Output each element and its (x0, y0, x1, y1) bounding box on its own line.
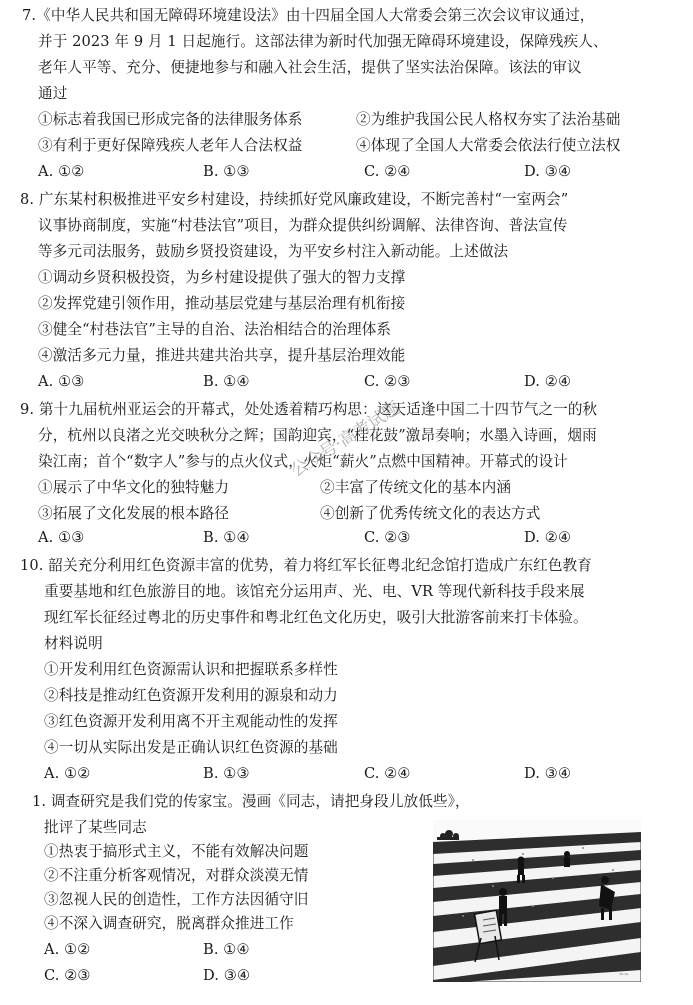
q11-item-2: ②不注重分析客观情况，对群众淡漠无情 (44, 867, 309, 884)
q8-choice-b: B. ①④ (203, 373, 250, 390)
q7-item-1: ①标志着我国已形成完备的法律服务体系 (38, 111, 303, 128)
q11-item-3: ③忽视人民的创造性，工作方法因循守旧 (44, 891, 309, 908)
q9-item-3: ③拓展了文化发展的根本路径 (38, 505, 230, 522)
q8-stem-line-1: 8. 广东某村积极推进平安乡村建设，持续抓好党风廉政建设，不断完善村“一室两会” (20, 191, 569, 208)
q8-item-4: ④激活多元力量，推进共建共治共享，提升基层治理效能 (38, 347, 406, 364)
q9-stem-line-1: 9. 第十九届杭州亚运会的开幕式，处处透着精巧构思：这天适逢中国二十四节气之一的秋 (20, 401, 598, 418)
q7-stem-line-4: 通过 (38, 85, 68, 102)
q8-item-2: ②发挥党建引领作用，推动基层党建与基层治理有机衔接 (38, 295, 406, 312)
q10-choice-a: A. ①② (44, 765, 91, 782)
q11-stem-line-1: 1. 调查研究是我们党的传家宝。漫画《同志，请把身段儿放低些》， (32, 793, 470, 810)
q9-choice-b: B. ①④ (203, 529, 250, 546)
q7-choice-c: C. ②④ (364, 163, 411, 180)
q11-stem-line-2: 批评了某些同志 (44, 819, 147, 836)
q9-stem-line-3: 染江南；首个“数字人”参与的点火仪式，火炬“薪火”点燃中国精神。开幕式的设计 (38, 453, 568, 470)
q10-stem-line-3: 现红军长征经过粤北的历史事件和粤北红色文化历史，吸引大批游客前来打卡体验。 (44, 609, 588, 626)
q10-choice-c: C. ②④ (364, 765, 411, 782)
q11-item-4: ④不深入调查研究，脱离群众推进工作 (44, 915, 294, 932)
q7-choice-b: B. ①③ (203, 163, 250, 180)
q7-stem-line-2: 并于 2023 年 9 月 1 日起施行。这部法律为新时代加强无障碍环境建设，保障残疾人、 (38, 33, 608, 50)
q7-choice-d: D. ③④ (524, 163, 572, 180)
q11-choice-a: A. ①② (44, 941, 91, 958)
cartoon-illustration (433, 820, 641, 982)
q8-choice-c: C. ②③ (364, 373, 411, 390)
q8-item-1: ①调动乡贤积极投资，为乡村建设提供了强大的智力支撑 (38, 269, 406, 286)
q11-choice-d: D. ③④ (203, 967, 251, 984)
q8-item-3: ③健全“村巷法官”主导的自治、法治相结合的治理体系 (38, 321, 392, 338)
q10-stem-line-4: 材料说明 (44, 635, 103, 652)
q8-choice-d: D. ②④ (524, 373, 572, 390)
q10-choice-b: B. ①③ (203, 765, 250, 782)
q7-item-3: ③有利于更好保障残疾人老年人合法权益 (38, 137, 303, 154)
q10-item-4: ④一切从实际出发是正确认识红色资源的基础 (44, 739, 338, 756)
q9-choice-d: D. ②④ (524, 529, 572, 546)
q10-choice-d: D. ③④ (524, 765, 572, 782)
q7-stem-line-1: 7.《中华人民共和国无障碍环境建设法》由十四届全国人大常委会第三次会议审议通过， (22, 7, 595, 24)
q8-stem-line-3: 等多元司法服务，鼓励乡贤投资建设，为平安乡村注入新动能。上述做法 (38, 243, 509, 260)
q10-stem-line-2: 重要基地和红色旅游目的地。该馆充分运用声、光、电、VR 等现代新科技手段来展 (44, 583, 585, 600)
q9-choice-a: A. ①③ (38, 529, 85, 546)
watermark-text: 公众号·高考试题 (287, 398, 404, 482)
q7-choice-a: A. ①② (38, 163, 85, 180)
q9-item-2: ②丰富了传统文化的基本内涵 (320, 479, 512, 496)
q8-stem-line-2: 议事协商制度，实施“村巷法官”项目，为群众提供纠纷调解、法律咨询、普法宣传 (38, 217, 568, 234)
q10-stem-line-1: 10. 韶关充分利用红色资源丰富的优势，着力将红军长征粤北纪念馆打造成广东红色教育 (20, 557, 592, 574)
q9-item-4: ④创新了优秀传统文化的表达方式 (320, 505, 541, 522)
q10-item-1: ①开发利用红色资源需认识和把握联系多样性 (44, 661, 338, 678)
q7-item-4: ④体现了全国人大常委会依法行使立法权 (356, 137, 621, 154)
q8-choice-a: A. ①③ (38, 373, 85, 390)
q7-stem-line-3: 老年人平等、充分、便捷地参与和融入社会生活，提供了坚实法治保障。该法的审议 (38, 59, 582, 76)
q9-choice-c: C. ②③ (364, 529, 411, 546)
q7-item-2: ②为维护我国公民人格权夯实了法治基础 (356, 111, 621, 128)
q9-stem-line-2: 分，杭州以良渚之光交映秋分之辉；国韵迎宾，“桂花鼓”激昂奏响；水墨入诗画，烟雨 (38, 427, 597, 444)
q11-choice-c: C. ②③ (44, 967, 91, 984)
q9-item-1: ①展示了中华文化的独特魅力 (38, 479, 230, 496)
svg-text:~~: ~~ (619, 971, 630, 978)
q11-choice-b: B. ①④ (203, 941, 250, 958)
q10-item-2: ②科技是推动红色资源开发利用的源泉和动力 (44, 687, 338, 704)
q10-item-3: ③红色资源开发利用离不开主观能动性的发挥 (44, 713, 338, 730)
q11-item-1: ①热衷于搞形式主义，不能有效解决问题 (44, 843, 309, 860)
